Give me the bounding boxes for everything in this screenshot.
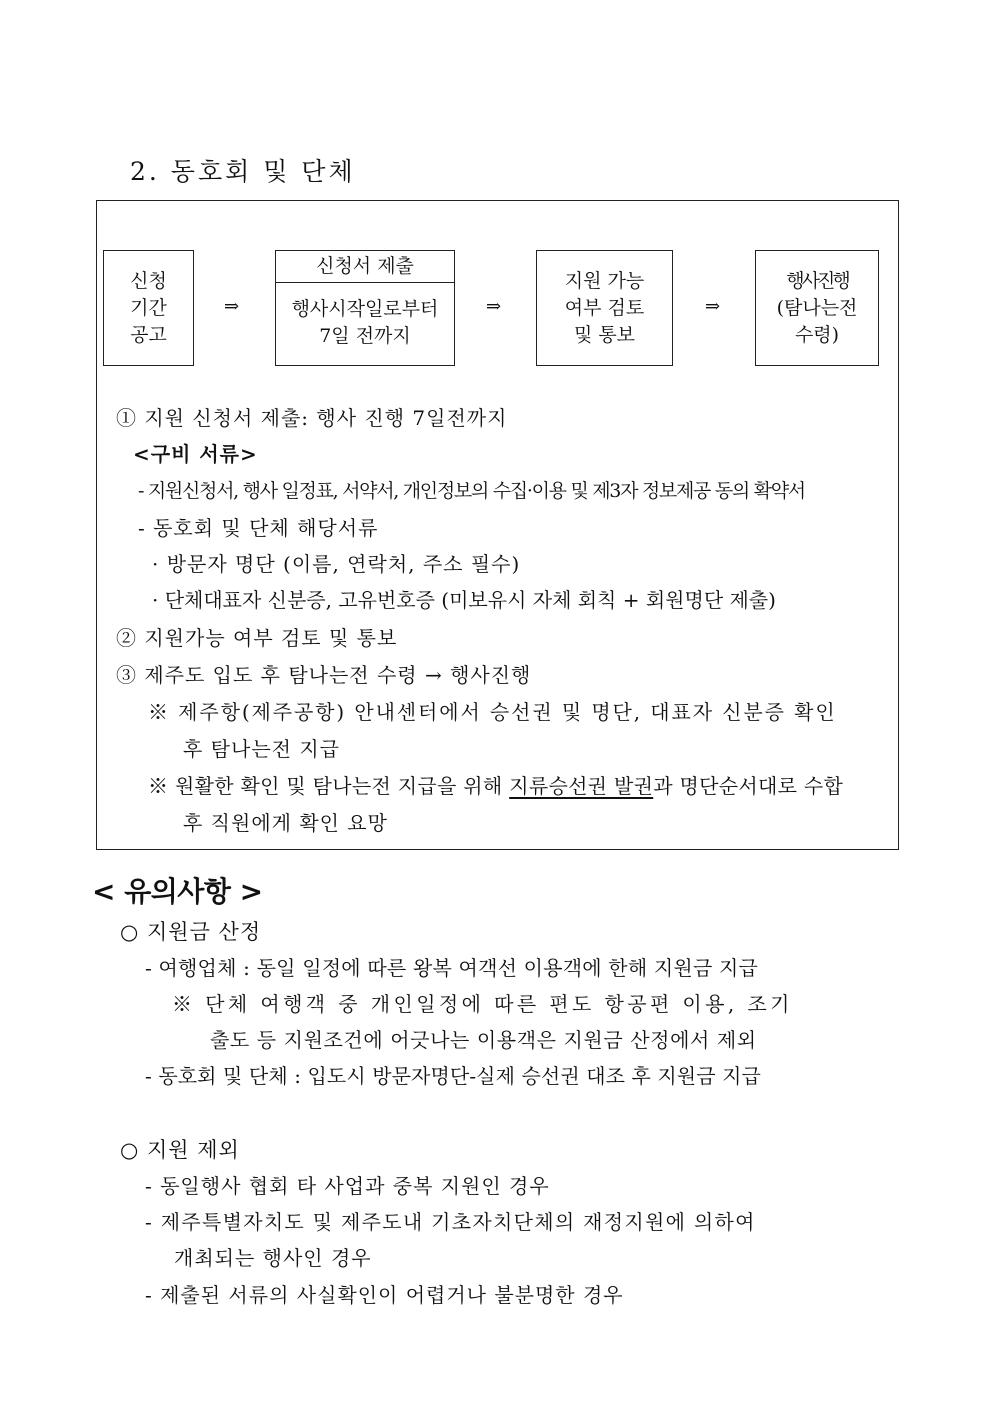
- flow-arrow-icon: ⇒: [486, 296, 502, 317]
- flow-arrow-icon: ⇒: [705, 296, 721, 317]
- notice-calc-heading: ○ 지원금 산정: [120, 920, 262, 944]
- flow-step-text: 행사시작일로부터: [291, 298, 439, 320]
- required-subdoc-item: · 단체대표자 신분증, 고유번호증 (미보유시 자체 회칙 + 회원명단 제출): [152, 588, 776, 612]
- flow-step-announcement: [103, 250, 194, 366]
- required-doc-item: - 지원신청서, 행사 일정표, 서약서, 개인정보의 수집·이용 및 제3자 정보제공 동의 확약서: [138, 480, 805, 502]
- flow-step-text: 기간: [130, 296, 167, 319]
- notice-calc-travel-note: ※ 단체 여행객 중 개인일정에 따른 편도 항공편 이용, 조기: [172, 992, 793, 1016]
- procedure-step-2: ② 지원가능 여부 검토 및 통보: [116, 626, 398, 650]
- procedure-note-1: ※ 제주항(제주공항) 안내센터에서 승선권 및 명단, 대표자 신분증 확인: [148, 700, 837, 724]
- notice-calc-travel-note-cont: 출도 등 지원조건에 어긋나는 이용객은 지원금 산정에서 제외: [210, 1028, 757, 1052]
- flow-step-review: [536, 250, 673, 366]
- required-doc-item: - 동호회 및 단체 해당서류: [138, 516, 379, 540]
- flow-step-text: 여부 검토: [564, 296, 645, 319]
- procedure-note-1-cont: 후 탐나는전 지급: [183, 737, 340, 761]
- notice-exclusion-item-cont: 개최되는 행사인 경우: [174, 1246, 372, 1270]
- flow-arrow-icon: ⇒: [224, 296, 240, 317]
- flow-step-text: (탐나는전: [776, 296, 858, 319]
- notice-exclusion-item: - 동일행사 협회 타 사업과 중복 지원인 경우: [145, 1174, 550, 1198]
- flow-step-text: 신청: [130, 269, 167, 292]
- note-underlined-text: 지류승선권 발권: [509, 774, 654, 798]
- procedure-note-2: [148, 770, 843, 799]
- notice-exclusion-heading: ○ 지원 제외: [120, 1138, 240, 1162]
- flow-step-text: 7일 전까지: [319, 325, 411, 347]
- flow-step-text: 공고: [130, 323, 167, 346]
- procedure-step-3: ③ 제주도 입도 후 탐나는전 수령 → 행사진행: [116, 663, 532, 687]
- flow-step-event: [755, 250, 879, 366]
- note-text: 과 명단순서대로 수합: [653, 774, 844, 798]
- flow-step-text: 수령): [794, 323, 840, 346]
- notice-calc-club: - 동호회 및 단체 : 입도시 방문자명단-실제 승선권 대조 후 지원금 지급: [145, 1064, 761, 1088]
- note-text: ※ 원활한 확인 및 탐나는전 지급을 위해: [148, 774, 510, 798]
- notice-exclusion-item: - 제주특별자치도 및 제주도내 기초자치단체의 재정지원에 의하여: [145, 1210, 756, 1234]
- notice-title: < 유의사항 >: [92, 875, 263, 908]
- notice-calc-travel: - 여행업체 : 동일 일정에 따른 왕복 여객선 이용객에 한해 지원금 지급: [145, 956, 759, 980]
- flow-step-text: 및 통보: [573, 323, 636, 346]
- procedure-step-1: ① 지원 신청서 제출: 행사 진행 7일전까지: [116, 406, 508, 430]
- notice-exclusion-item: - 제출된 서류의 사실확인이 어렵거나 불분명한 경우: [145, 1283, 624, 1307]
- section-title: 2. 동호회 및 단체: [130, 157, 356, 186]
- procedure-note-2-cont: 후 직원에게 확인 요망: [183, 811, 388, 835]
- flow-step-submission: [275, 250, 455, 366]
- required-subdoc-item: · 방문자 명단 (이름, 연락처, 주소 필수): [152, 552, 521, 576]
- required-docs-title: <구비 서류>: [133, 442, 258, 466]
- flow-step-text: 지원 가능: [564, 269, 645, 292]
- flow-step-text: 행사진행: [786, 269, 848, 292]
- flow-step-header: 신청서 제출: [276, 251, 454, 283]
